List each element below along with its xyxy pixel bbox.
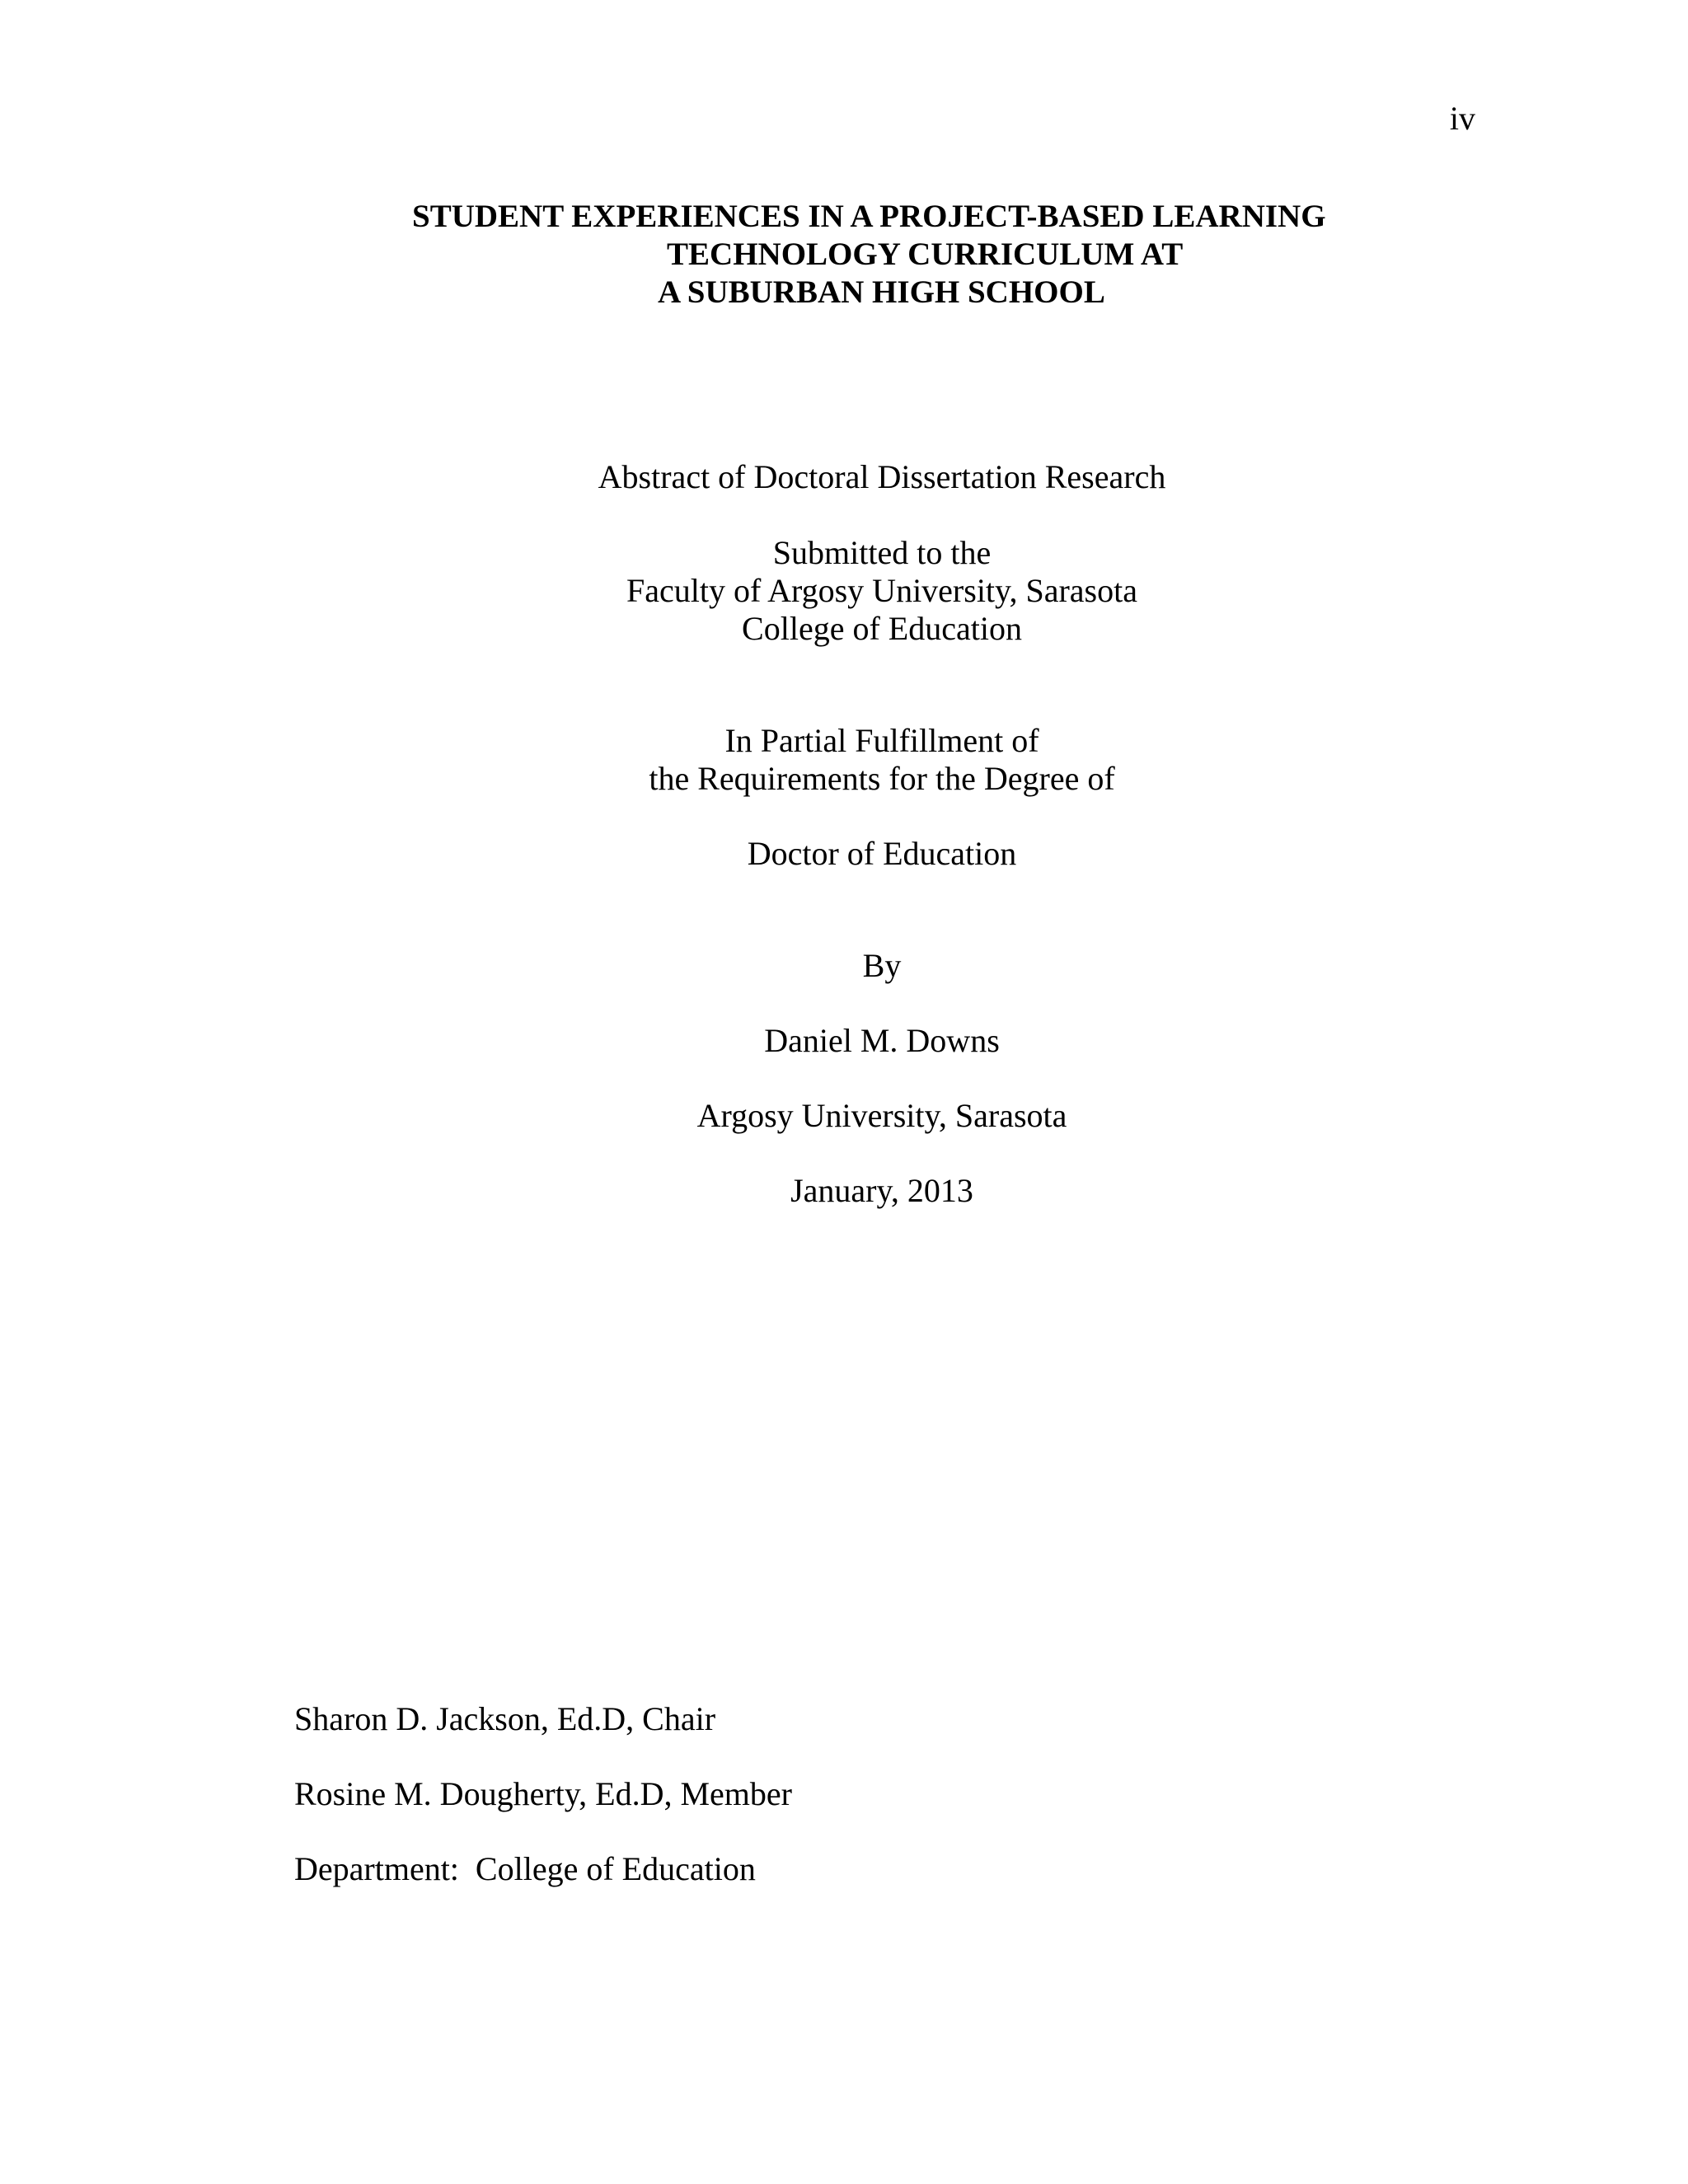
submission-date: January, 2013 [790,1172,973,1209]
institution-name: Argosy University, Sarasota [696,1097,1067,1134]
fulfillment-line-2: the Requirements for the Degree of [649,760,1115,797]
page-number: iv [1449,100,1475,137]
committee-member: Rosine M. Dougherty, Ed.D, Member [294,1775,792,1812]
title-line-3: A SUBURBAN HIGH SCHOOL [658,274,1105,310]
degree-name: Doctor of Education [747,835,1017,872]
fulfillment-line-1: In Partial Fulfillment of [724,722,1039,759]
committee-chair: Sharon D. Jackson, Ed.D, Chair [294,1700,716,1737]
submitted-line-1: Submitted to the [772,534,992,571]
abstract-label: Abstract of Doctoral Dissertation Research [598,458,1166,495]
title-line-2: TECHNOLOGY CURRICULUM AT [667,237,1184,272]
author-name: Daniel M. Downs [764,1022,1000,1059]
title-line-1: STUDENT EXPERIENCES IN A PROJECT-BASED LEARNING [412,199,1326,234]
submitted-line-2: Faculty of Argosy University, Sarasota [626,572,1137,609]
submitted-line-3: College of Education [742,610,1022,647]
department-line: Department: College of Education [294,1850,756,1887]
by-label: By [862,947,902,984]
